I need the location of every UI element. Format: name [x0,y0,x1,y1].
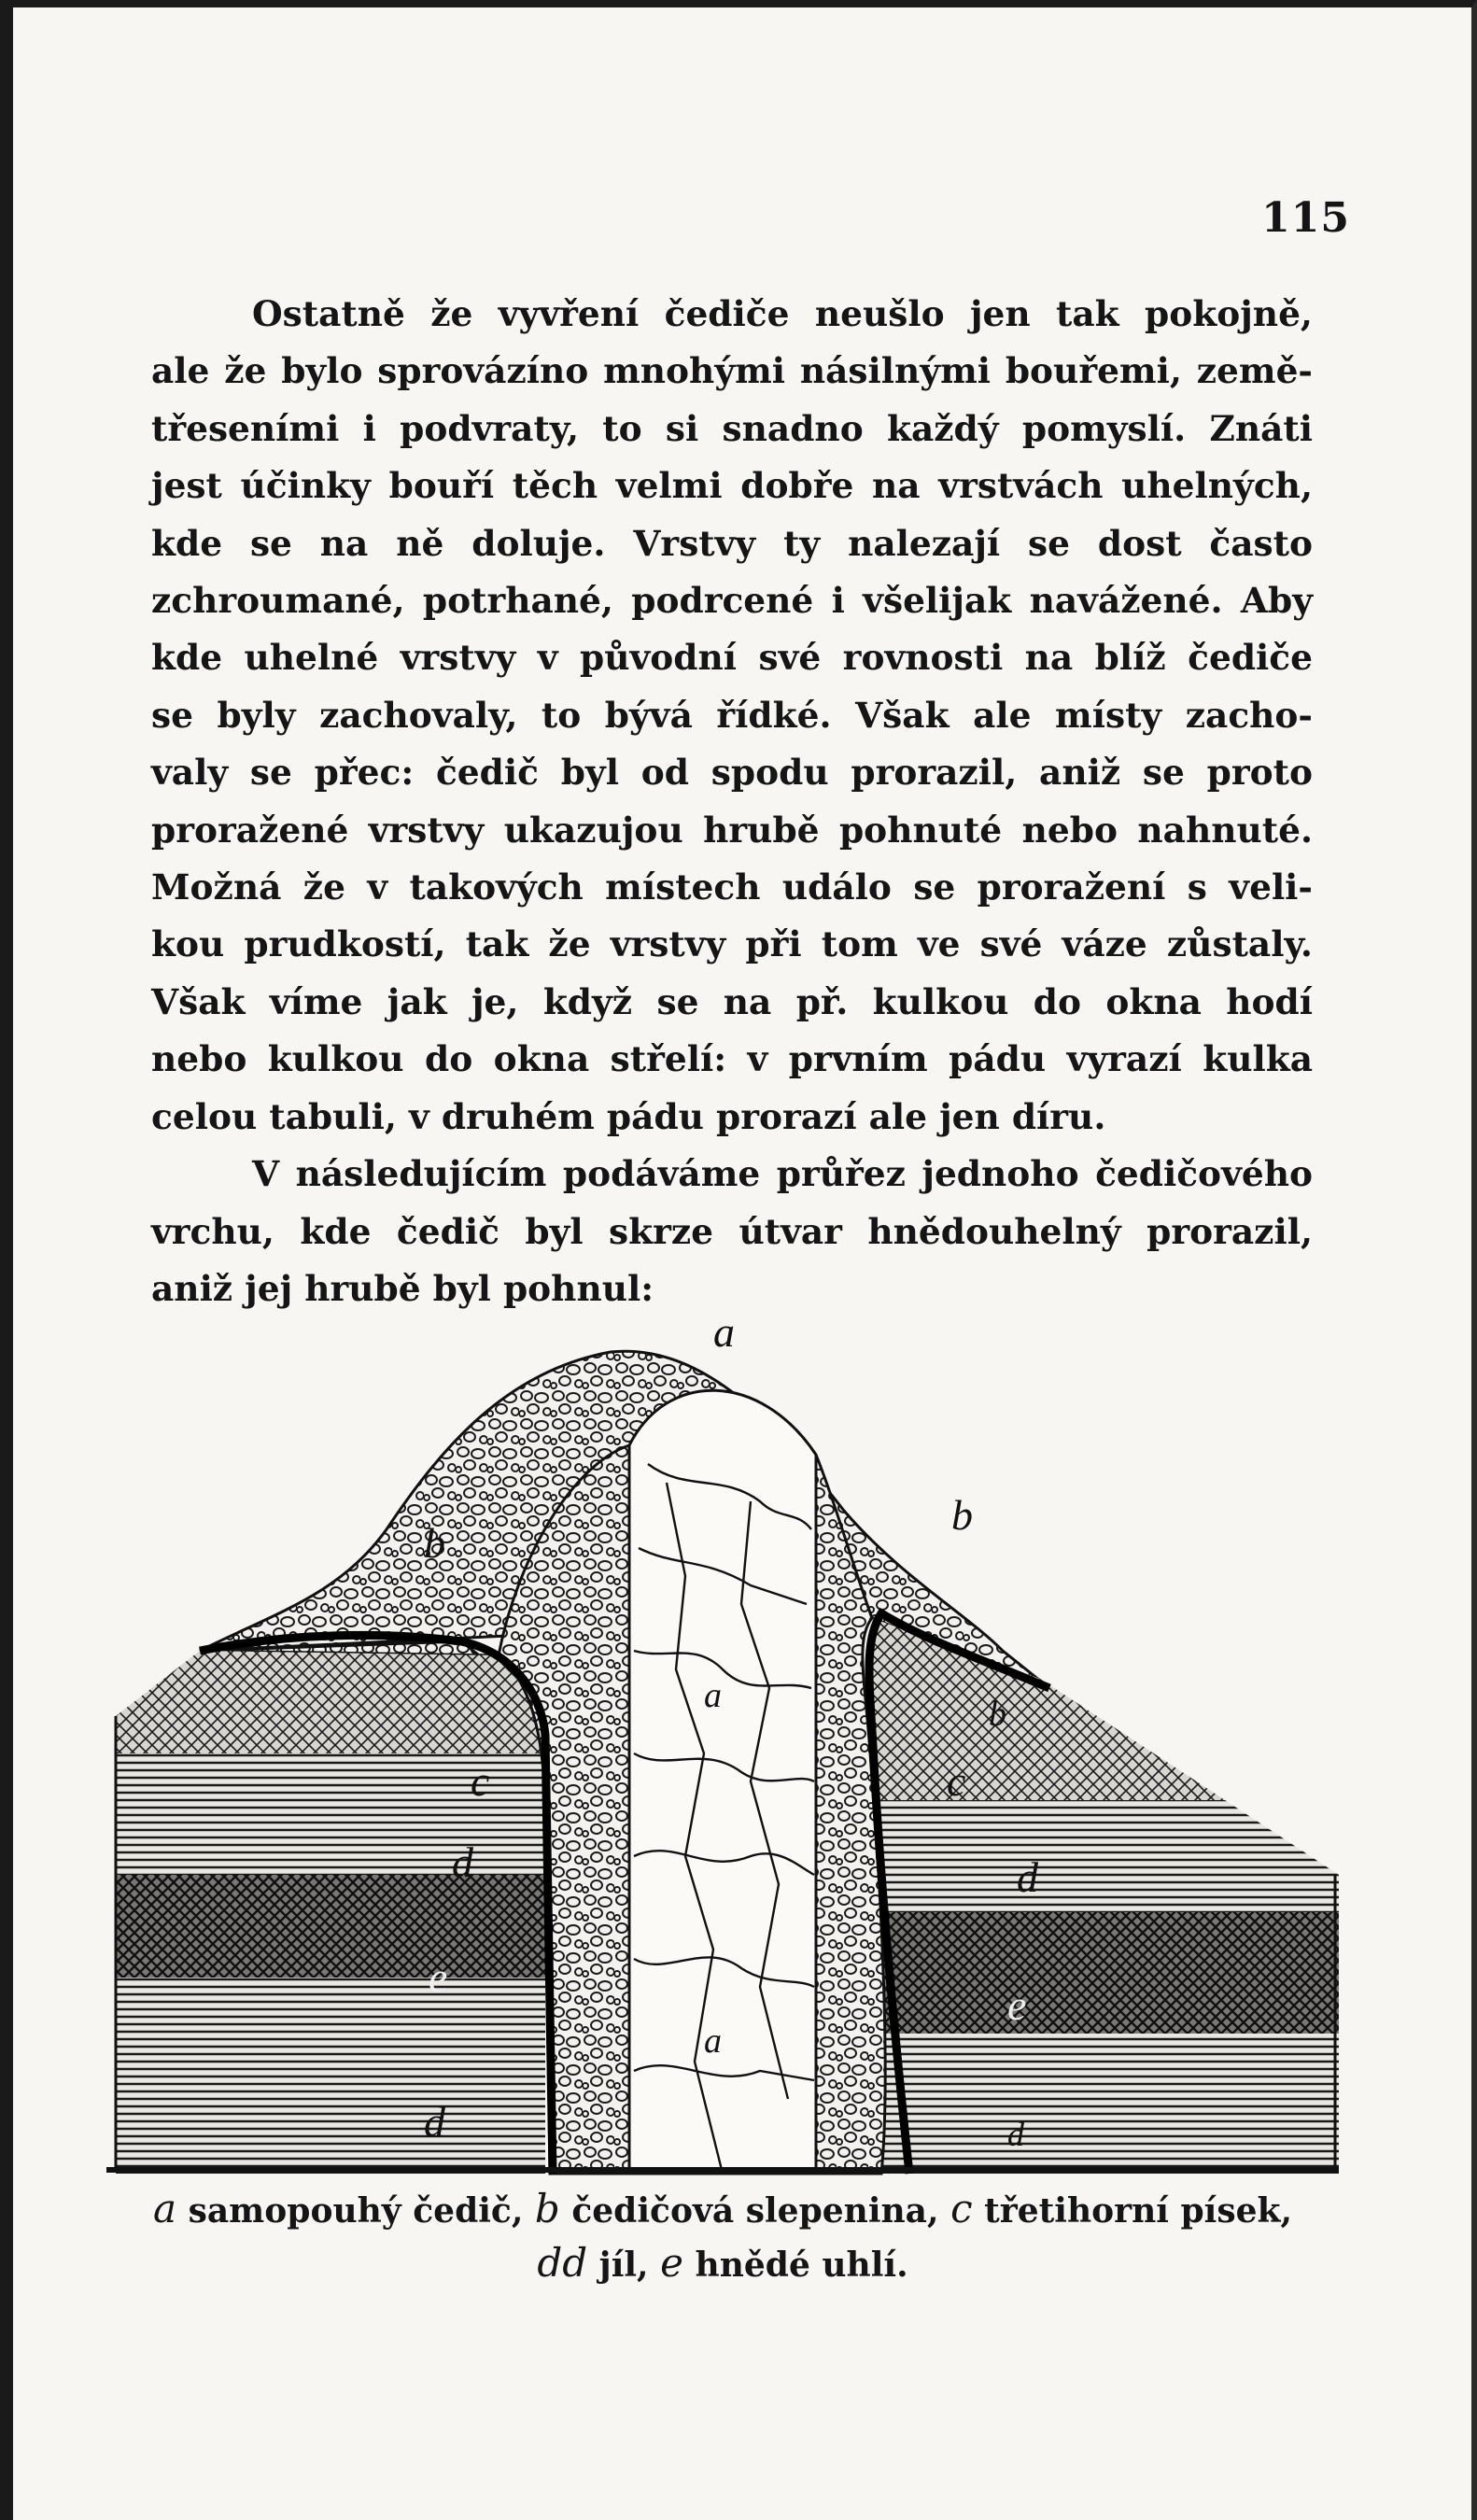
label-b-right: b [951,1491,973,1539]
label-b-left: b [424,1519,445,1567]
label-e-right: e [1007,1981,1027,2029]
cross-section-drawing [106,1308,1339,2174]
caption-letter-b: b [534,2186,560,2231]
caption-letter-a: a [153,2186,177,2231]
caption-letter-e: e [660,2240,683,2286]
caption-text-b: čedičová slepenina, [559,2191,951,2231]
text-line: Možná že v takových místech událo se proražení s veli- [151,866,1313,908]
text-line: Ostatně že vyvření čediče neušlo jen tak pokojně, [252,293,1313,334]
text-line: celou tabuli, v druhém pádu prorazí ale jen díru. [151,1095,1106,1137]
caption-text-a: samopouhý čedič, [176,2191,535,2231]
text-line: se byly zachovaly, to bývá řídké. Však ale místy zacho- [151,694,1313,736]
label-c-left: c [471,1757,490,1805]
label-d-right-lower: d [1007,2116,1024,2153]
text-line: jest účinky bouří těch velmi dobře na vrstvách uhelných, [151,465,1313,507]
caption-letter-c: c [950,2186,973,2231]
text-line: zchroumané, potrhané, podrcené i všelijak navážené. Aby [151,580,1313,622]
label-a-top: a [713,1308,735,1356]
label-d-left-lower: d [424,2098,445,2146]
caption-letter-dd: dd [537,2240,588,2286]
text-line: kde uhelné vrstvy v původní své rovnosti na blíž čediče [151,637,1313,679]
label-d-left-upper: d [452,1838,473,1886]
text-line: proražené vrstvy ukazujou hrubě pohnuté nebo nahnuté. [151,809,1313,851]
text-line: kde se na ně doluje. Vrstvy ty nalezají se dost často [151,522,1313,564]
text-line: ale že bylo sprovázíno mnohými násilnými bouřemi, země- [151,350,1313,392]
label-b-right-small: b [989,1695,1006,1734]
body-text [151,286,1313,1317]
text-line: V následujícím podáváme průřez jednoho čedičového [252,1153,1313,1195]
caption-text-e: hnědé uhlí. [682,2245,908,2285]
figure-caption [106,2183,1339,2291]
text-line: valy se přec: čedič byl od spodu prorazil, aniž se proto [151,752,1313,794]
text-line: kou prudkostí, tak že vrstvy při tom ve své váze zůstaly. [151,923,1313,965]
text-line: nebo kulkou do okna střelí: v prvním pádu vyrazí kulka [151,1038,1313,1080]
text-line: vrchu, kde čedič byl skrze útvar hnědouhelný prorazil, [151,1210,1313,1252]
label-e-left: e [429,1953,448,2001]
text-line: třeseními i podvraty, to si snadno každý pomyslí. Znáti [151,407,1313,449]
label-a-low: a [704,2021,722,2061]
text-line: Však víme jak je, když se na př. kulkou do okna hodí [151,980,1313,1022]
caption-text-dd: jíl, [587,2245,661,2285]
basalt-cross-section-figure [106,1308,1339,2174]
caption-text-c: třetihorní písek, [972,2191,1292,2231]
label-a-mid: a [704,1676,722,1715]
label-c-right: c [947,1757,966,1805]
text-line: aniž jej hrubě byl pohnul: [151,1267,654,1309]
page-number: 115 [1261,194,1350,242]
label-d-right: d [1017,1853,1038,1901]
